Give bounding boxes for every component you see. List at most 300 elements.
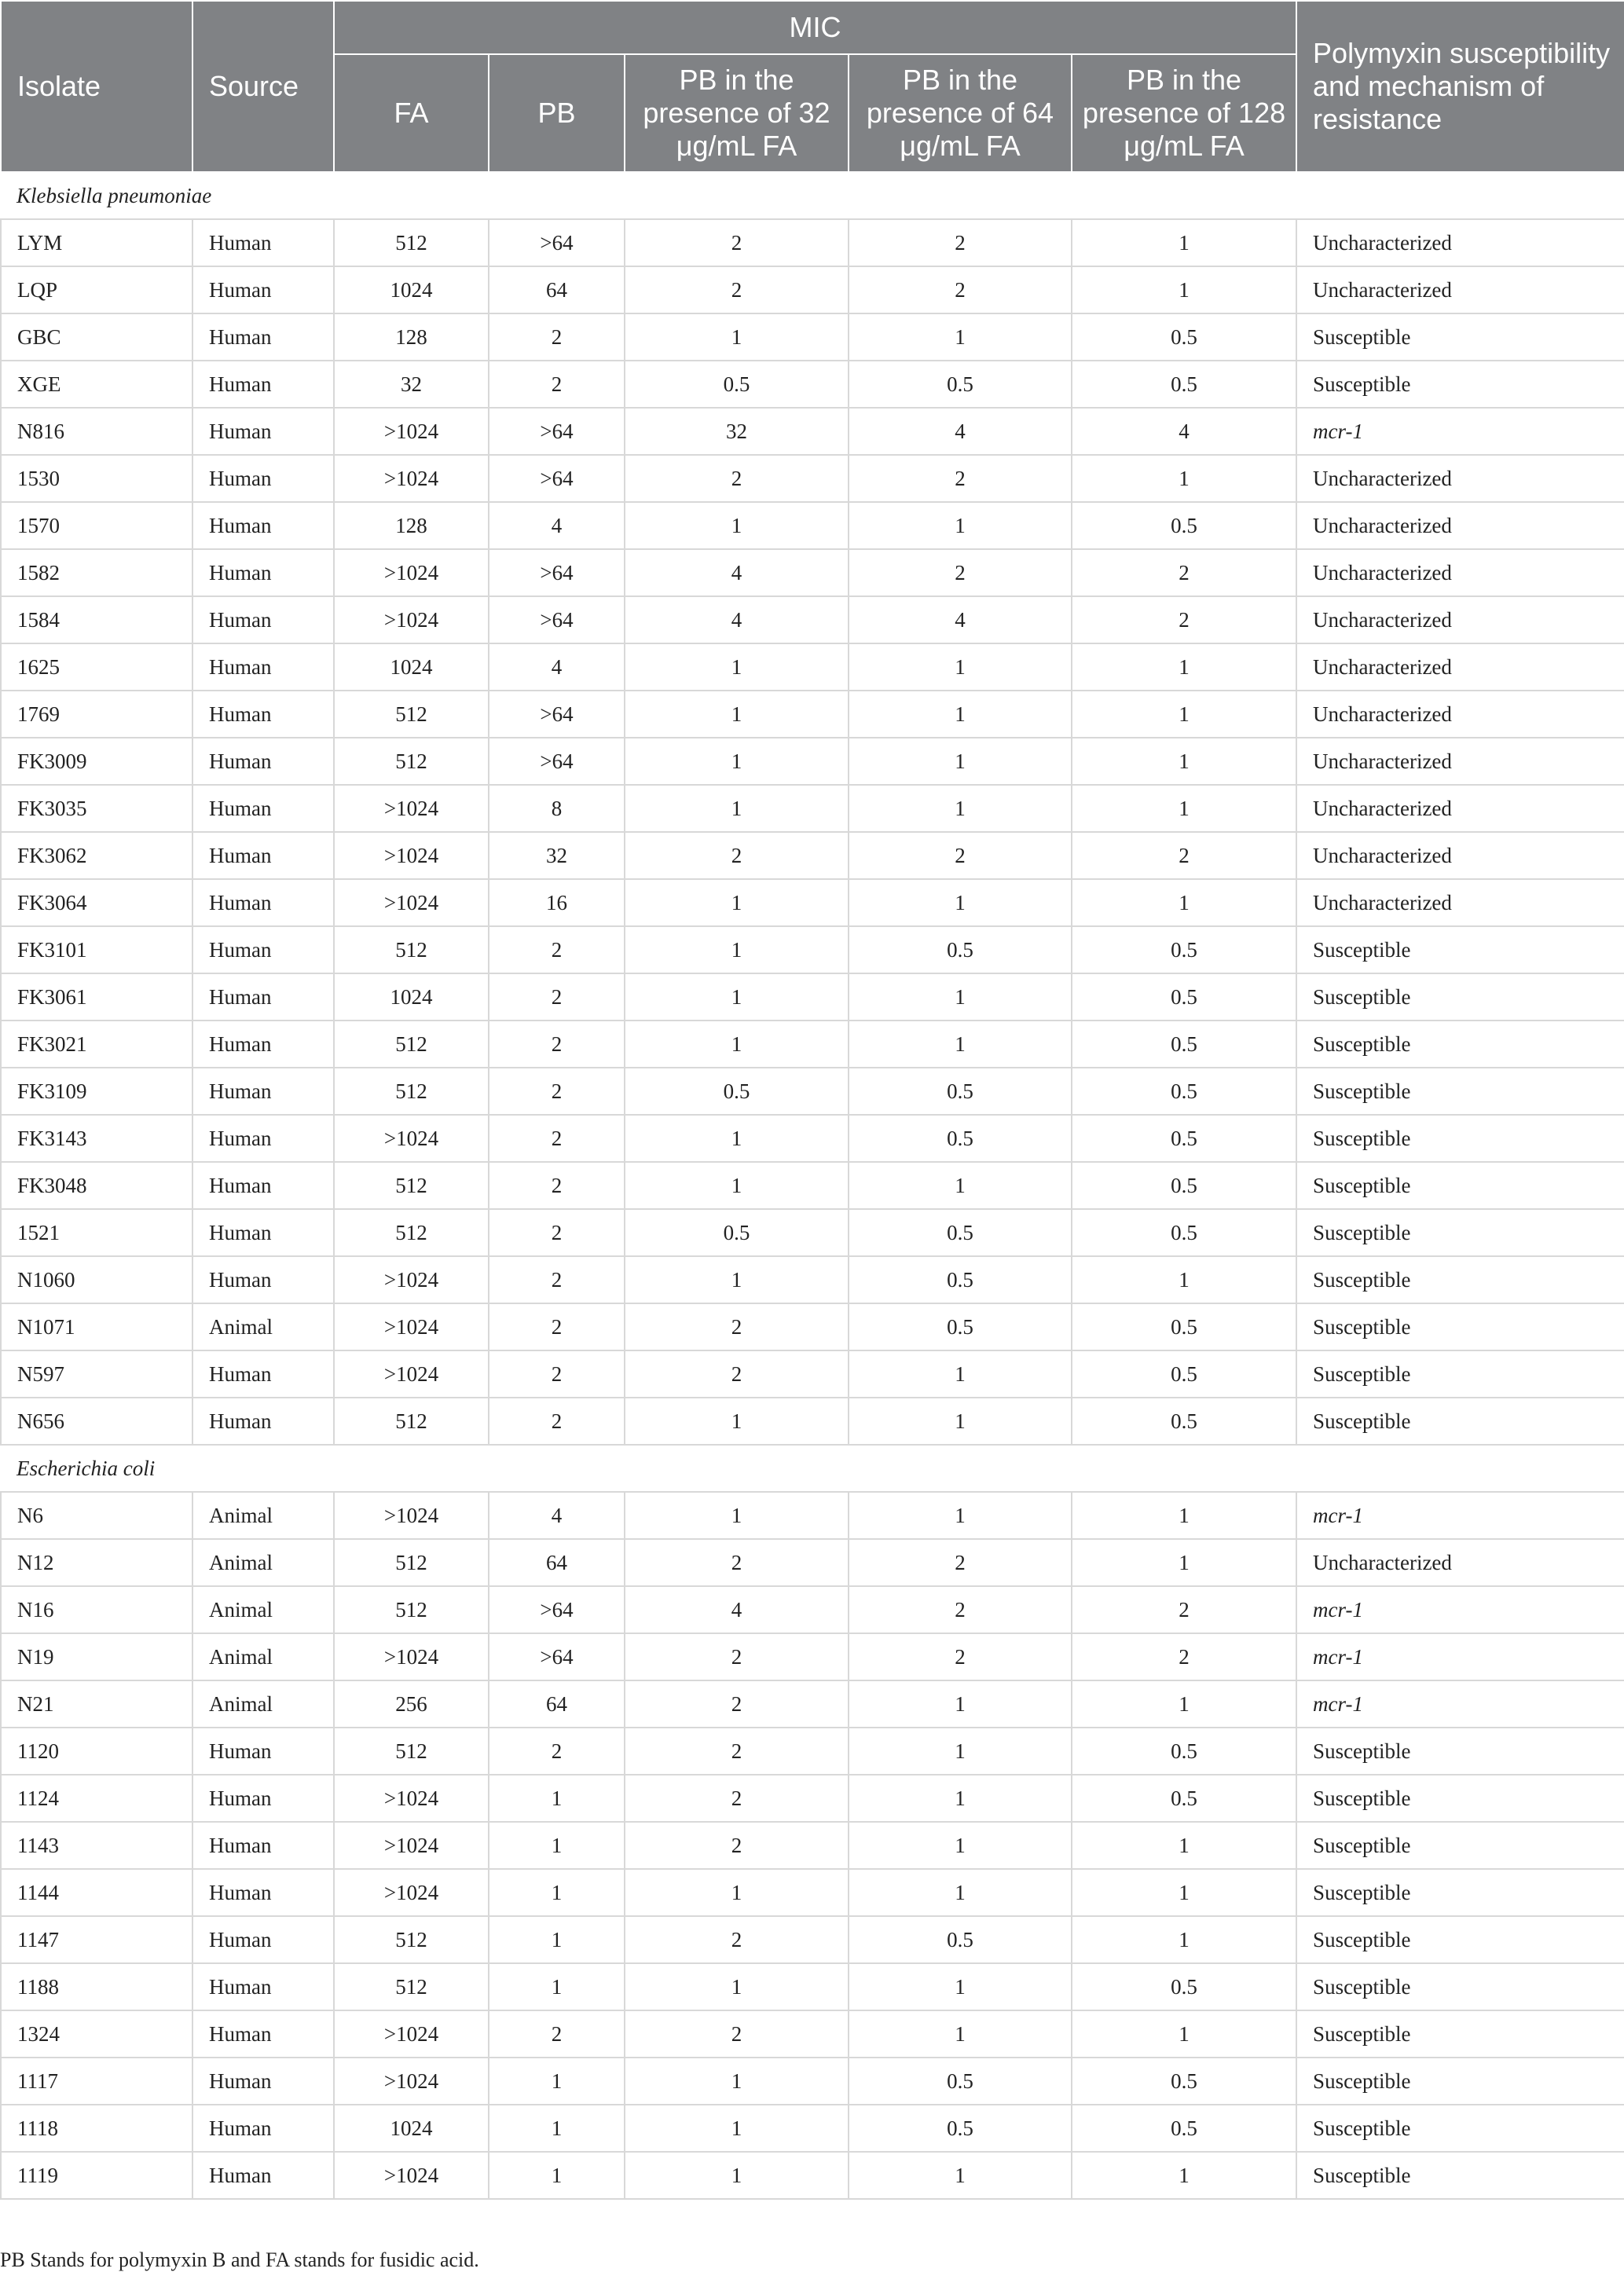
cell-mechanism: Susceptible <box>1296 1822 1624 1869</box>
cell-pb-64-fa: 1 <box>849 2152 1072 2199</box>
cell-isolate: N656 <box>1 1398 192 1445</box>
cell-pb: 2 <box>489 973 625 1021</box>
cell-fa: >1024 <box>334 1822 489 1869</box>
cell-source: Human <box>192 643 334 691</box>
cell-pb-64-fa: 1 <box>849 973 1072 1021</box>
cell-fa: 512 <box>334 1068 489 1115</box>
cell-pb-32-fa: 1 <box>625 1162 849 1209</box>
cell-pb: 1 <box>489 2058 625 2105</box>
cell-pb-32-fa: 2 <box>625 2010 849 2058</box>
cell-isolate: FK3143 <box>1 1115 192 1162</box>
cell-pb-64-fa: 0.5 <box>849 2105 1072 2152</box>
cell-fa: 512 <box>334 1162 489 1209</box>
cell-pb: 2 <box>489 361 625 408</box>
cell-pb: >64 <box>489 549 625 596</box>
cell-source: Human <box>192 785 334 832</box>
cell-source: Animal <box>192 1539 334 1586</box>
table-row <box>1 926 1624 973</box>
cell-pb-64-fa: 4 <box>849 408 1072 455</box>
cell-pb-32-fa: 2 <box>625 1680 849 1728</box>
cell-source: Human <box>192 1209 334 1256</box>
cell-pb-128-fa: 1 <box>1072 1869 1296 1916</box>
cell-pb: 2 <box>489 1728 625 1775</box>
table-row <box>1 1303 1624 1350</box>
cell-pb-64-fa: 1 <box>849 879 1072 926</box>
cell-fa: >1024 <box>334 2058 489 2105</box>
cell-isolate: N12 <box>1 1539 192 1586</box>
cell-pb-64-fa: 1 <box>849 1963 1072 2010</box>
header-pb-32-fa: PB in the presence of 32 μg/mL FA <box>625 54 849 172</box>
cell-mechanism: Susceptible <box>1296 2105 1624 2152</box>
group-row <box>1 172 1624 219</box>
cell-isolate: N597 <box>1 1350 192 1398</box>
cell-pb-32-fa: 32 <box>625 408 849 455</box>
cell-fa: >1024 <box>334 1775 489 1822</box>
cell-isolate: N21 <box>1 1680 192 1728</box>
cell-pb: 2 <box>489 1021 625 1068</box>
cell-source: Human <box>192 219 334 266</box>
cell-pb: 2 <box>489 926 625 973</box>
cell-isolate: LYM <box>1 219 192 266</box>
cell-pb-64-fa: 2 <box>849 549 1072 596</box>
cell-isolate: 1120 <box>1 1728 192 1775</box>
cell-source: Animal <box>192 1680 334 1728</box>
cell-pb-64-fa: 1 <box>849 313 1072 361</box>
table-row <box>1 1822 1624 1869</box>
table-row <box>1 691 1624 738</box>
cell-pb-32-fa: 2 <box>625 1539 849 1586</box>
cell-source: Animal <box>192 1492 334 1539</box>
cell-pb-128-fa: 0.5 <box>1072 1303 1296 1350</box>
cell-mechanism: Susceptible <box>1296 361 1624 408</box>
cell-pb-32-fa: 1 <box>625 1256 849 1303</box>
cell-source: Human <box>192 738 334 785</box>
table-row <box>1 455 1624 502</box>
cell-pb-64-fa: 2 <box>849 1586 1072 1633</box>
cell-pb-32-fa: 1 <box>625 2105 849 2152</box>
cell-source: Human <box>192 596 334 643</box>
cell-isolate: N16 <box>1 1586 192 1633</box>
cell-pb-32-fa: 1 <box>625 926 849 973</box>
cell-pb-32-fa: 1 <box>625 1115 849 1162</box>
cell-pb-32-fa: 2 <box>625 1822 849 1869</box>
cell-pb-32-fa: 4 <box>625 1586 849 1633</box>
cell-pb: 1 <box>489 2152 625 2199</box>
cell-pb: 1 <box>489 1963 625 2010</box>
cell-pb-128-fa: 0.5 <box>1072 1162 1296 1209</box>
cell-pb-64-fa: 1 <box>849 1775 1072 1822</box>
cell-pb-32-fa: 1 <box>625 738 849 785</box>
cell-pb-64-fa: 0.5 <box>849 2058 1072 2105</box>
cell-pb-32-fa: 1 <box>625 2058 849 2105</box>
cell-isolate: 1769 <box>1 691 192 738</box>
cell-fa: >1024 <box>334 1256 489 1303</box>
cell-isolate: FK3109 <box>1 1068 192 1115</box>
cell-source: Human <box>192 1398 334 1445</box>
cell-isolate: FK3009 <box>1 738 192 785</box>
cell-pb: 2 <box>489 1256 625 1303</box>
table-row <box>1 361 1624 408</box>
cell-pb-64-fa: 0.5 <box>849 361 1072 408</box>
cell-mechanism: Susceptible <box>1296 926 1624 973</box>
cell-pb-64-fa: 1 <box>849 1728 1072 1775</box>
cell-isolate: XGE <box>1 361 192 408</box>
cell-pb: 2 <box>489 1209 625 1256</box>
table-row <box>1 266 1624 313</box>
cell-isolate: 1530 <box>1 455 192 502</box>
cell-mechanism: Susceptible <box>1296 973 1624 1021</box>
cell-fa: >1024 <box>334 1303 489 1350</box>
cell-pb-64-fa: 1 <box>849 691 1072 738</box>
cell-isolate: 1521 <box>1 1209 192 1256</box>
table-row <box>1 1586 1624 1633</box>
cell-pb-64-fa: 1 <box>849 643 1072 691</box>
table-row <box>1 973 1624 1021</box>
table-row <box>1 1021 1624 1068</box>
group-row <box>1 1445 1624 1492</box>
cell-isolate: 1570 <box>1 502 192 549</box>
cell-pb-64-fa: 1 <box>849 2010 1072 2058</box>
cell-isolate: 1584 <box>1 596 192 643</box>
cell-pb-128-fa: 1 <box>1072 691 1296 738</box>
cell-source: Human <box>192 502 334 549</box>
cell-isolate: FK3064 <box>1 879 192 926</box>
table-row <box>1 785 1624 832</box>
cell-isolate: 1124 <box>1 1775 192 1822</box>
cell-isolate: 1582 <box>1 549 192 596</box>
cell-pb-128-fa: 2 <box>1072 549 1296 596</box>
cell-source: Animal <box>192 1633 334 1680</box>
cell-pb-64-fa: 2 <box>849 266 1072 313</box>
cell-source: Human <box>192 1963 334 2010</box>
cell-mechanism: mcr-1 <box>1296 1633 1624 1680</box>
cell-mechanism: mcr-1 <box>1296 408 1624 455</box>
cell-pb-64-fa: 0.5 <box>849 1303 1072 1350</box>
cell-pb-64-fa: 2 <box>849 219 1072 266</box>
cell-pb-64-fa: 1 <box>849 1398 1072 1445</box>
cell-mechanism: Susceptible <box>1296 1775 1624 1822</box>
cell-pb-128-fa: 1 <box>1072 1492 1296 1539</box>
cell-pb: 1 <box>489 1822 625 1869</box>
cell-fa: 512 <box>334 1916 489 1963</box>
cell-pb-128-fa: 0.5 <box>1072 361 1296 408</box>
cell-pb: >64 <box>489 408 625 455</box>
cell-pb-32-fa: 1 <box>625 1963 849 2010</box>
cell-fa: 512 <box>334 219 489 266</box>
cell-source: Human <box>192 313 334 361</box>
cell-fa: 256 <box>334 1680 489 1728</box>
cell-fa: 512 <box>334 1398 489 1445</box>
cell-fa: >1024 <box>334 1115 489 1162</box>
cell-pb-32-fa: 2 <box>625 1916 849 1963</box>
cell-pb-64-fa: 2 <box>849 832 1072 879</box>
table-row <box>1 1492 1624 1539</box>
header-isolate: Isolate <box>1 1 192 172</box>
cell-pb-32-fa: 2 <box>625 219 849 266</box>
cell-pb: 1 <box>489 1869 625 1916</box>
cell-pb-128-fa: 0.5 <box>1072 1963 1296 2010</box>
cell-pb-64-fa: 0.5 <box>849 1115 1072 1162</box>
cell-pb-128-fa: 1 <box>1072 879 1296 926</box>
cell-mechanism: mcr-1 <box>1296 1680 1624 1728</box>
cell-source: Human <box>192 1916 334 1963</box>
cell-mechanism: Susceptible <box>1296 1869 1624 1916</box>
table-body <box>1 172 1624 2199</box>
table-row <box>1 502 1624 549</box>
cell-mechanism: Susceptible <box>1296 1303 1624 1350</box>
table-row <box>1 1869 1624 1916</box>
cell-source: Animal <box>192 1586 334 1633</box>
cell-isolate: N19 <box>1 1633 192 1680</box>
header-pb-128-fa: PB in the presence of 128 μg/mL FA <box>1072 54 1296 172</box>
cell-fa: >1024 <box>334 596 489 643</box>
table-row <box>1 219 1624 266</box>
cell-pb: 8 <box>489 785 625 832</box>
cell-source: Human <box>192 879 334 926</box>
cell-pb: 64 <box>489 1680 625 1728</box>
cell-isolate: 1143 <box>1 1822 192 1869</box>
cell-source: Human <box>192 408 334 455</box>
cell-pb: 2 <box>489 313 625 361</box>
cell-fa: 128 <box>334 313 489 361</box>
cell-pb-64-fa: 1 <box>849 1492 1072 1539</box>
table-row <box>1 1115 1624 1162</box>
cell-pb: 1 <box>489 1775 625 1822</box>
cell-isolate: N1071 <box>1 1303 192 1350</box>
cell-fa: >1024 <box>334 879 489 926</box>
header-pb-64-fa: PB in the presence of 64 μg/mL FA <box>849 54 1072 172</box>
table-row <box>1 738 1624 785</box>
cell-mechanism: Susceptible <box>1296 1021 1624 1068</box>
table-row <box>1 832 1624 879</box>
cell-source: Human <box>192 1021 334 1068</box>
cell-pb-128-fa: 1 <box>1072 455 1296 502</box>
cell-pb-64-fa: 1 <box>849 502 1072 549</box>
cell-pb-128-fa: 1 <box>1072 643 1296 691</box>
cell-source: Human <box>192 1822 334 1869</box>
cell-isolate: 1119 <box>1 2152 192 2199</box>
cell-source: Human <box>192 1068 334 1115</box>
cell-source: Human <box>192 926 334 973</box>
cell-pb-128-fa: 1 <box>1072 1916 1296 1963</box>
cell-pb-32-fa: 1 <box>625 691 849 738</box>
table-row <box>1 1256 1624 1303</box>
cell-source: Human <box>192 832 334 879</box>
cell-pb-32-fa: 1 <box>625 1021 849 1068</box>
table-row <box>1 1633 1624 1680</box>
cell-pb: 2 <box>489 1115 625 1162</box>
cell-mechanism: Susceptible <box>1296 2010 1624 2058</box>
cell-pb-128-fa: 0.5 <box>1072 1398 1296 1445</box>
cell-pb-32-fa: 0.5 <box>625 1209 849 1256</box>
cell-mechanism: Uncharacterized <box>1296 832 1624 879</box>
cell-pb-64-fa: 1 <box>849 1162 1072 1209</box>
cell-pb-128-fa: 0.5 <box>1072 2105 1296 2152</box>
cell-pb-32-fa: 2 <box>625 266 849 313</box>
cell-pb-32-fa: 1 <box>625 1492 849 1539</box>
cell-isolate: FK3048 <box>1 1162 192 1209</box>
header-fa: FA <box>334 54 489 172</box>
cell-fa: >1024 <box>334 785 489 832</box>
cell-fa: 512 <box>334 1539 489 1586</box>
cell-pb-32-fa: 0.5 <box>625 361 849 408</box>
cell-pb: 1 <box>489 2105 625 2152</box>
cell-mechanism: Uncharacterized <box>1296 785 1624 832</box>
cell-pb-128-fa: 0.5 <box>1072 926 1296 973</box>
cell-pb: >64 <box>489 1586 625 1633</box>
table-row <box>1 2010 1624 2058</box>
cell-fa: 1024 <box>334 973 489 1021</box>
cell-fa: 512 <box>334 1021 489 1068</box>
cell-mechanism: Susceptible <box>1296 313 1624 361</box>
cell-pb-128-fa: 1 <box>1072 1680 1296 1728</box>
cell-mechanism: Uncharacterized <box>1296 643 1624 691</box>
cell-mechanism: Uncharacterized <box>1296 879 1624 926</box>
cell-pb: 2 <box>489 1350 625 1398</box>
cell-pb-128-fa: 1 <box>1072 2010 1296 2058</box>
cell-pb-32-fa: 2 <box>625 832 849 879</box>
header-mic: MIC <box>334 1 1296 54</box>
cell-source: Animal <box>192 1303 334 1350</box>
table-row <box>1 1963 1624 2010</box>
cell-isolate: 1117 <box>1 2058 192 2105</box>
table-row <box>1 1916 1624 1963</box>
cell-fa: 1024 <box>334 2105 489 2152</box>
table-header <box>1 1 1624 172</box>
cell-pb-32-fa: 2 <box>625 1728 849 1775</box>
cell-mechanism: Susceptible <box>1296 1115 1624 1162</box>
cell-mechanism: Uncharacterized <box>1296 738 1624 785</box>
cell-pb: 4 <box>489 502 625 549</box>
table-row <box>1 1728 1624 1775</box>
cell-source: Human <box>192 2105 334 2152</box>
cell-isolate: 1118 <box>1 2105 192 2152</box>
cell-pb: >64 <box>489 1633 625 1680</box>
cell-fa: 512 <box>334 926 489 973</box>
cell-source: Human <box>192 2152 334 2199</box>
cell-isolate: 1324 <box>1 2010 192 2058</box>
cell-pb-128-fa: 0.5 <box>1072 1775 1296 1822</box>
cell-fa: >1024 <box>334 408 489 455</box>
cell-pb: >64 <box>489 455 625 502</box>
table-row <box>1 1068 1624 1115</box>
cell-pb-64-fa: 1 <box>849 785 1072 832</box>
table-row <box>1 549 1624 596</box>
cell-pb: 64 <box>489 266 625 313</box>
cell-mechanism: Susceptible <box>1296 2152 1624 2199</box>
table-row <box>1 643 1624 691</box>
cell-source: Human <box>192 455 334 502</box>
cell-pb-32-fa: 1 <box>625 785 849 832</box>
cell-source: Human <box>192 1728 334 1775</box>
cell-pb-64-fa: 0.5 <box>849 1068 1072 1115</box>
cell-pb-32-fa: 1 <box>625 2152 849 2199</box>
table-row <box>1 2152 1624 2199</box>
group-name: Escherichia coli <box>1 1445 1624 1492</box>
cell-pb-32-fa: 1 <box>625 1398 849 1445</box>
cell-pb-32-fa: 2 <box>625 1350 849 1398</box>
table-row <box>1 408 1624 455</box>
cell-isolate: FK3101 <box>1 926 192 973</box>
cell-pb-128-fa: 2 <box>1072 1586 1296 1633</box>
cell-pb: >64 <box>489 596 625 643</box>
cell-mechanism: Uncharacterized <box>1296 219 1624 266</box>
table-row <box>1 1209 1624 1256</box>
cell-mechanism: Susceptible <box>1296 1963 1624 2010</box>
cell-pb-32-fa: 1 <box>625 973 849 1021</box>
header-source: Source <box>192 1 334 172</box>
cell-pb-64-fa: 1 <box>849 1822 1072 1869</box>
cell-source: Human <box>192 266 334 313</box>
cell-isolate: FK3035 <box>1 785 192 832</box>
cell-isolate: N816 <box>1 408 192 455</box>
cell-source: Human <box>192 1256 334 1303</box>
cell-isolate: FK3062 <box>1 832 192 879</box>
table-footnote: PB Stands for polymyxin B and FA stands for fusidic acid. <box>0 2248 479 2271</box>
cell-pb-128-fa: 0.5 <box>1072 502 1296 549</box>
cell-pb-32-fa: 2 <box>625 455 849 502</box>
cell-fa: 512 <box>334 1586 489 1633</box>
cell-pb-64-fa: 0.5 <box>849 926 1072 973</box>
cell-isolate: LQP <box>1 266 192 313</box>
cell-pb-128-fa: 1 <box>1072 738 1296 785</box>
table-row <box>1 1162 1624 1209</box>
cell-pb-32-fa: 2 <box>625 1633 849 1680</box>
cell-pb-128-fa: 0.5 <box>1072 1115 1296 1162</box>
cell-fa: >1024 <box>334 549 489 596</box>
cell-pb-128-fa: 0.5 <box>1072 1350 1296 1398</box>
cell-source: Human <box>192 2010 334 2058</box>
cell-fa: >1024 <box>334 1869 489 1916</box>
cell-isolate: FK3061 <box>1 973 192 1021</box>
cell-source: Human <box>192 1350 334 1398</box>
table-row <box>1 313 1624 361</box>
header-pb: PB <box>489 54 625 172</box>
cell-source: Human <box>192 1115 334 1162</box>
cell-pb: >64 <box>489 738 625 785</box>
cell-mechanism: Susceptible <box>1296 2058 1624 2105</box>
cell-pb-32-fa: 4 <box>625 549 849 596</box>
cell-isolate: N6 <box>1 1492 192 1539</box>
table-row <box>1 1680 1624 1728</box>
cell-fa: 512 <box>334 1209 489 1256</box>
cell-pb-64-fa: 0.5 <box>849 1209 1072 1256</box>
cell-fa: >1024 <box>334 2010 489 2058</box>
cell-fa: 512 <box>334 738 489 785</box>
table-row <box>1 596 1624 643</box>
cell-pb: 2 <box>489 1303 625 1350</box>
cell-pb-128-fa: 1 <box>1072 219 1296 266</box>
cell-pb: >64 <box>489 219 625 266</box>
cell-mechanism: Susceptible <box>1296 1209 1624 1256</box>
cell-pb-128-fa: 0.5 <box>1072 1728 1296 1775</box>
cell-mechanism: Uncharacterized <box>1296 455 1624 502</box>
table-row <box>1 2105 1624 2152</box>
cell-pb-32-fa: 1 <box>625 879 849 926</box>
cell-pb-32-fa: 2 <box>625 1303 849 1350</box>
table-row <box>1 1398 1624 1445</box>
cell-pb: 4 <box>489 1492 625 1539</box>
cell-isolate: 1188 <box>1 1963 192 2010</box>
cell-pb-128-fa: 0.5 <box>1072 2058 1296 2105</box>
cell-source: Human <box>192 1869 334 1916</box>
group-name: Klebsiella pneumoniae <box>1 172 1624 219</box>
cell-pb-128-fa: 0.5 <box>1072 1021 1296 1068</box>
cell-mechanism: Susceptible <box>1296 1398 1624 1445</box>
cell-source: Human <box>192 1162 334 1209</box>
cell-fa: 512 <box>334 691 489 738</box>
cell-pb-64-fa: 2 <box>849 1633 1072 1680</box>
